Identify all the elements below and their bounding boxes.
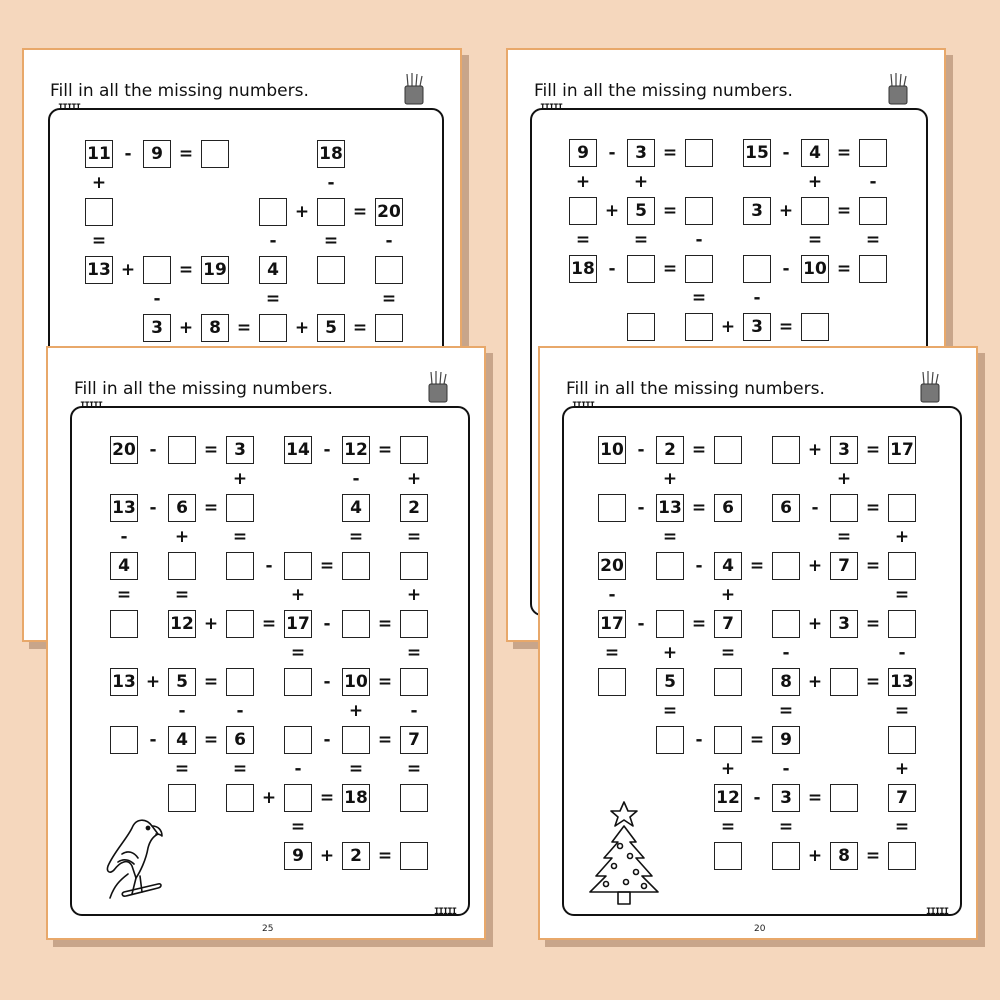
number-box: 2 — [656, 436, 684, 464]
operator-symbol: - — [898, 643, 906, 663]
operator-symbol: = — [406, 759, 422, 779]
operator-symbol: = — [203, 498, 219, 518]
answer-box[interactable] — [888, 610, 916, 638]
number-box: 10 — [801, 255, 829, 283]
pencil-cup-icon — [886, 72, 910, 106]
answer-box[interactable] — [598, 668, 626, 696]
number-box: 4 — [801, 139, 829, 167]
operator-symbol: + — [662, 469, 678, 489]
answer-box[interactable] — [168, 784, 196, 812]
answer-box[interactable] — [259, 314, 287, 342]
number-box: 2 — [400, 494, 428, 522]
operator-symbol: = — [894, 585, 910, 605]
number-box: 3 — [627, 139, 655, 167]
operator-symbol: + — [232, 469, 248, 489]
answer-box[interactable] — [284, 668, 312, 696]
operator-symbol: + — [319, 846, 335, 866]
answer-box[interactable] — [110, 726, 138, 754]
operator-symbol: + — [261, 788, 277, 808]
operator-symbol: = — [749, 730, 765, 750]
number-box: 17 — [598, 610, 626, 638]
number-box: 3 — [830, 436, 858, 464]
answer-box[interactable] — [375, 256, 403, 284]
operator-symbol: = — [377, 672, 393, 692]
operator-symbol: = — [778, 701, 794, 721]
operator-symbol: = — [778, 817, 794, 837]
operator-symbol: = — [377, 614, 393, 634]
answer-box[interactable] — [772, 842, 800, 870]
number-box: 3 — [772, 784, 800, 812]
operator-symbol: - — [385, 231, 393, 251]
number-box: 7 — [714, 610, 742, 638]
answer-box[interactable] — [685, 197, 713, 225]
number-box: 8 — [830, 842, 858, 870]
answer-box[interactable] — [743, 255, 771, 283]
answer-box[interactable] — [714, 726, 742, 754]
operator-symbol: + — [807, 672, 823, 692]
answer-box[interactable] — [598, 494, 626, 522]
operator-symbol: = — [662, 259, 678, 279]
number-box: 3 — [226, 436, 254, 464]
operator-symbol: - — [149, 730, 157, 750]
operator-symbol: = — [319, 556, 335, 576]
answer-box[interactable] — [259, 198, 287, 226]
operator-symbol: = — [178, 260, 194, 280]
operator-symbol: = — [236, 318, 252, 338]
frame-tick-marks: IIIII — [434, 907, 457, 917]
answer-box[interactable] — [772, 436, 800, 464]
operator-symbol: = — [894, 701, 910, 721]
number-box: 6 — [772, 494, 800, 522]
answer-box[interactable] — [226, 610, 254, 638]
operator-symbol: = — [377, 730, 393, 750]
operator-symbol: = — [203, 730, 219, 750]
operator-symbol: - — [149, 498, 157, 518]
answer-box[interactable] — [685, 313, 713, 341]
operator-symbol: - — [352, 469, 360, 489]
number-box: 5 — [317, 314, 345, 342]
operator-symbol: = — [865, 440, 881, 460]
operator-symbol: = — [174, 585, 190, 605]
answer-box[interactable] — [284, 784, 312, 812]
operator-symbol: + — [120, 260, 136, 280]
operator-symbol: - — [410, 701, 418, 721]
answer-box[interactable] — [685, 255, 713, 283]
page-number: 20 — [754, 924, 766, 934]
answer-box[interactable] — [317, 256, 345, 284]
number-box: 18 — [317, 140, 345, 168]
worksheet-title: Fill in all the missing numbers. — [50, 81, 309, 101]
number-box: 13 — [110, 494, 138, 522]
number-box: 3 — [743, 313, 771, 341]
operator-symbol: = — [290, 643, 306, 663]
operator-symbol: = — [662, 143, 678, 163]
puzzle-frame — [70, 406, 470, 916]
operator-symbol: + — [720, 759, 736, 779]
answer-box[interactable] — [226, 668, 254, 696]
operator-symbol: = — [203, 440, 219, 460]
number-box: 14 — [284, 436, 312, 464]
number-box: 8 — [772, 668, 800, 696]
answer-box[interactable] — [859, 197, 887, 225]
answer-box[interactable] — [317, 198, 345, 226]
answer-box[interactable] — [342, 610, 370, 638]
number-box: 12 — [342, 436, 370, 464]
worksheet-title: Fill in all the missing numbers. — [534, 81, 793, 101]
answer-box[interactable] — [400, 842, 428, 870]
operator-symbol: - — [782, 759, 790, 779]
number-box: 4 — [342, 494, 370, 522]
operator-symbol: + — [894, 527, 910, 547]
operator-symbol: + — [406, 585, 422, 605]
number-box: 20 — [375, 198, 403, 226]
operator-symbol: = — [865, 614, 881, 634]
answer-box[interactable] — [226, 552, 254, 580]
answer-box[interactable] — [400, 610, 428, 638]
operator-symbol: = — [406, 643, 422, 663]
answer-box[interactable] — [284, 552, 312, 580]
operator-symbol: - — [811, 498, 819, 518]
answer-box[interactable] — [656, 610, 684, 638]
operator-symbol: - — [608, 143, 616, 163]
answer-box[interactable] — [284, 726, 312, 754]
puzzle-frame — [562, 406, 962, 916]
operator-symbol: = — [807, 230, 823, 250]
number-box: 3 — [743, 197, 771, 225]
operator-symbol: = — [633, 230, 649, 250]
answer-box[interactable] — [714, 436, 742, 464]
answer-box[interactable] — [342, 726, 370, 754]
operator-symbol: + — [807, 614, 823, 634]
pencil-cup-icon — [402, 72, 426, 106]
number-box: 13 — [110, 668, 138, 696]
christmas-tree-icon — [582, 800, 666, 914]
number-box: 9 — [772, 726, 800, 754]
answer-box[interactable] — [656, 726, 684, 754]
answer-box[interactable] — [627, 255, 655, 283]
operator-symbol: = — [662, 201, 678, 221]
operator-symbol: - — [323, 614, 331, 634]
operator-symbol: = — [720, 643, 736, 663]
worksheet-bottom-right — [538, 346, 978, 940]
answer-box[interactable] — [888, 842, 916, 870]
number-box: 7 — [400, 726, 428, 754]
answer-box[interactable] — [772, 552, 800, 580]
operator-symbol: = — [174, 759, 190, 779]
operator-symbol: + — [807, 440, 823, 460]
number-box: 3 — [143, 314, 171, 342]
answer-box[interactable] — [685, 139, 713, 167]
frame-tick-marks: IIIII — [80, 401, 103, 411]
operator-symbol: - — [323, 672, 331, 692]
number-box: 11 — [85, 140, 113, 168]
operator-symbol: = — [232, 759, 248, 779]
operator-symbol: + — [575, 172, 591, 192]
operator-symbol: - — [327, 173, 335, 193]
number-box: 4 — [168, 726, 196, 754]
answer-box[interactable] — [226, 494, 254, 522]
operator-symbol: - — [695, 230, 703, 250]
operator-symbol: - — [178, 701, 186, 721]
operator-symbol: = — [203, 672, 219, 692]
operator-symbol: - — [120, 527, 128, 547]
answer-box[interactable] — [801, 313, 829, 341]
operator-symbol: + — [894, 759, 910, 779]
number-box: 13 — [85, 256, 113, 284]
number-box: 13 — [656, 494, 684, 522]
operator-symbol: - — [608, 585, 616, 605]
operator-symbol: = — [352, 202, 368, 222]
operator-symbol: - — [149, 440, 157, 460]
operator-symbol: = — [381, 289, 397, 309]
number-box: 10 — [598, 436, 626, 464]
number-box: 3 — [830, 610, 858, 638]
operator-symbol: = — [604, 643, 620, 663]
bird-icon — [102, 814, 172, 910]
operator-symbol: - — [637, 498, 645, 518]
operator-symbol: = — [691, 288, 707, 308]
operator-symbol: - — [782, 643, 790, 663]
number-box: 18 — [342, 784, 370, 812]
operator-symbol: - — [637, 440, 645, 460]
answer-box[interactable] — [830, 784, 858, 812]
answer-box[interactable] — [801, 197, 829, 225]
operator-symbol: = — [178, 144, 194, 164]
number-box: 6 — [226, 726, 254, 754]
operator-symbol: = — [778, 317, 794, 337]
answer-box[interactable] — [859, 255, 887, 283]
operator-symbol: = — [691, 440, 707, 460]
operator-symbol: + — [807, 846, 823, 866]
answer-box[interactable] — [888, 552, 916, 580]
frame-tick-marks: IIIII — [540, 103, 563, 113]
operator-symbol: = — [865, 230, 881, 250]
worksheet-title: Fill in all the missing numbers. — [566, 379, 825, 399]
number-box: 9 — [569, 139, 597, 167]
operator-symbol: = — [749, 556, 765, 576]
number-box: 12 — [168, 610, 196, 638]
answer-box[interactable] — [888, 726, 916, 754]
operator-symbol: - — [782, 259, 790, 279]
answer-box[interactable] — [656, 552, 684, 580]
number-box: 5 — [627, 197, 655, 225]
operator-symbol: = — [348, 527, 364, 547]
number-box: 2 — [342, 842, 370, 870]
operator-symbol: = — [894, 817, 910, 837]
operator-symbol: + — [406, 469, 422, 489]
number-box: 7 — [830, 552, 858, 580]
answer-box[interactable] — [830, 494, 858, 522]
operator-symbol: = — [352, 318, 368, 338]
pencil-cup-icon — [426, 370, 450, 404]
operator-symbol: = — [377, 846, 393, 866]
operator-symbol: + — [778, 201, 794, 221]
operator-symbol: = — [807, 788, 823, 808]
operator-symbol: + — [836, 469, 852, 489]
operator-symbol: = — [662, 701, 678, 721]
answer-box[interactable] — [168, 436, 196, 464]
operator-symbol: - — [637, 614, 645, 634]
number-box: 9 — [143, 140, 171, 168]
operator-symbol: = — [377, 440, 393, 460]
answer-box[interactable] — [168, 552, 196, 580]
operator-symbol: = — [319, 788, 335, 808]
answer-box[interactable] — [201, 140, 229, 168]
operator-symbol: + — [174, 527, 190, 547]
operator-symbol: - — [695, 730, 703, 750]
number-box: 17 — [888, 436, 916, 464]
operator-symbol: = — [836, 259, 852, 279]
answer-box[interactable] — [627, 313, 655, 341]
answer-box[interactable] — [830, 668, 858, 696]
operator-symbol: = — [575, 230, 591, 250]
operator-symbol: + — [720, 585, 736, 605]
operator-symbol: = — [232, 527, 248, 547]
operator-symbol: - — [869, 172, 877, 192]
answer-box[interactable] — [85, 198, 113, 226]
frame-tick-marks: IIIII — [926, 907, 949, 917]
operator-symbol: = — [406, 527, 422, 547]
number-box: 20 — [598, 552, 626, 580]
number-box: 6 — [714, 494, 742, 522]
answer-box[interactable] — [400, 436, 428, 464]
operator-symbol: = — [720, 817, 736, 837]
operator-symbol: + — [294, 318, 310, 338]
operator-symbol: + — [294, 202, 310, 222]
number-box: 10 — [342, 668, 370, 696]
operator-symbol: = — [865, 556, 881, 576]
operator-symbol: + — [807, 172, 823, 192]
operator-symbol: + — [633, 172, 649, 192]
operator-symbol: = — [865, 672, 881, 692]
operator-symbol: = — [691, 498, 707, 518]
operator-symbol: = — [662, 527, 678, 547]
worksheet-title: Fill in all the missing numbers. — [74, 379, 333, 399]
number-box: 5 — [168, 668, 196, 696]
answer-box[interactable] — [375, 314, 403, 342]
operator-symbol: = — [865, 846, 881, 866]
number-box: 4 — [110, 552, 138, 580]
answer-box[interactable] — [400, 784, 428, 812]
operator-symbol: - — [695, 556, 703, 576]
number-box: 13 — [888, 668, 916, 696]
operator-symbol: = — [865, 498, 881, 518]
answer-box[interactable] — [569, 197, 597, 225]
operator-symbol: = — [836, 143, 852, 163]
number-box: 4 — [714, 552, 742, 580]
operator-symbol: + — [807, 556, 823, 576]
operator-symbol: + — [91, 173, 107, 193]
operator-symbol: = — [323, 231, 339, 251]
operator-symbol: = — [265, 289, 281, 309]
answer-box[interactable] — [859, 139, 887, 167]
number-box: 8 — [201, 314, 229, 342]
operator-symbol: - — [753, 288, 761, 308]
operator-symbol: = — [91, 231, 107, 251]
operator-symbol: = — [290, 817, 306, 837]
operator-symbol: + — [348, 701, 364, 721]
operator-symbol: = — [691, 614, 707, 634]
operator-symbol: + — [662, 643, 678, 663]
answer-box[interactable] — [714, 842, 742, 870]
answer-box[interactable] — [110, 610, 138, 638]
number-box: 20 — [110, 436, 138, 464]
operator-symbol: - — [124, 144, 132, 164]
answer-box[interactable] — [143, 256, 171, 284]
number-box: 19 — [201, 256, 229, 284]
frame-tick-marks: IIIII — [572, 401, 595, 411]
number-box: 17 — [284, 610, 312, 638]
operator-symbol: - — [269, 231, 277, 251]
number-box: 9 — [284, 842, 312, 870]
operator-symbol: - — [753, 788, 761, 808]
answer-box[interactable] — [342, 552, 370, 580]
answer-box[interactable] — [400, 668, 428, 696]
number-box: 12 — [714, 784, 742, 812]
answer-box[interactable] — [714, 668, 742, 696]
operator-symbol: + — [203, 614, 219, 634]
answer-box[interactable] — [226, 784, 254, 812]
pencil-cup-icon — [918, 370, 942, 404]
operator-symbol: + — [720, 317, 736, 337]
number-box: 18 — [569, 255, 597, 283]
operator-symbol: + — [145, 672, 161, 692]
page-number: 25 — [262, 924, 274, 934]
operator-symbol: - — [323, 440, 331, 460]
number-box: 5 — [656, 668, 684, 696]
operator-symbol: = — [261, 614, 277, 634]
frame-tick-marks: IIIII — [58, 103, 81, 113]
number-box: 6 — [168, 494, 196, 522]
operator-symbol: = — [348, 759, 364, 779]
worksheet-bottom-left — [46, 346, 486, 940]
operator-symbol: - — [323, 730, 331, 750]
operator-symbol: - — [782, 143, 790, 163]
answer-box[interactable] — [888, 494, 916, 522]
operator-symbol: = — [116, 585, 132, 605]
number-box: 4 — [259, 256, 287, 284]
answer-box[interactable] — [400, 552, 428, 580]
number-box: 15 — [743, 139, 771, 167]
operator-symbol: + — [290, 585, 306, 605]
operator-symbol: = — [836, 201, 852, 221]
operator-symbol: - — [608, 259, 616, 279]
operator-symbol: - — [265, 556, 273, 576]
operator-symbol: - — [294, 759, 302, 779]
answer-box[interactable] — [772, 610, 800, 638]
operator-symbol: + — [178, 318, 194, 338]
operator-symbol: = — [836, 527, 852, 547]
operator-symbol: + — [604, 201, 620, 221]
number-box: 7 — [888, 784, 916, 812]
operator-symbol: - — [236, 701, 244, 721]
operator-symbol: - — [153, 289, 161, 309]
